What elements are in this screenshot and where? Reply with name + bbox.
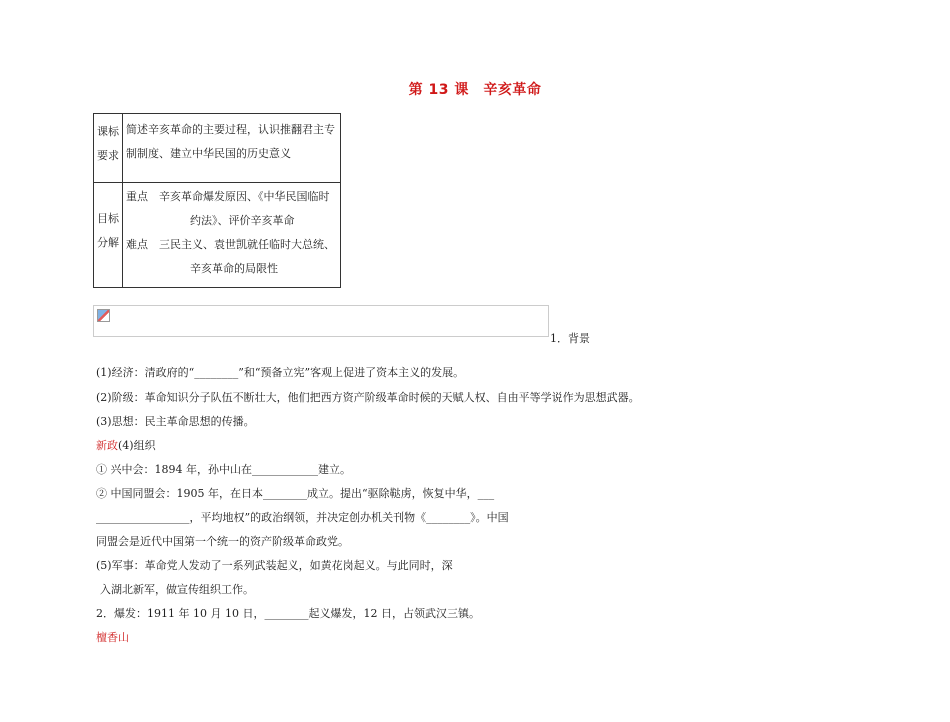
text-line: _________________，平均地权”的政治纲领，并决定创办机关刊物《________》。中国 bbox=[96, 511, 509, 524]
label-line: 要求 bbox=[97, 149, 119, 162]
text-line: (3)思想：民主革命思想的传播。 bbox=[96, 415, 255, 428]
text-line: (4)组织 bbox=[118, 439, 156, 452]
text-line: 2．爆发：1911 年 10 月 10 日，________起义爆发，12 日，占领武汉三镇。 bbox=[96, 607, 480, 620]
objectives-table bbox=[93, 113, 341, 288]
difficulty-line: 辛亥革命的局限性 bbox=[190, 262, 278, 275]
page-title: 第 13 课 辛亥革命 bbox=[408, 82, 542, 98]
text-line: 同盟会是近代中国第一个统一的资产阶级革命政党。 bbox=[96, 535, 349, 548]
row-content bbox=[126, 114, 336, 166]
difficulty-line: 难点 三民主义、袁世凯就任临时大总统、 bbox=[126, 238, 335, 251]
red-note: 檀香山 bbox=[96, 631, 129, 644]
row-content bbox=[126, 183, 336, 281]
image-placeholder bbox=[93, 305, 549, 337]
label-line: 分解 bbox=[97, 236, 119, 249]
section-heading: 1．背景 bbox=[550, 332, 590, 345]
text-line: (1)经济：清政府的“________”和“预备立宪”客观上促进了资本主义的发展。 bbox=[96, 366, 465, 379]
broken-image-icon bbox=[97, 309, 110, 322]
label-line: 目标 bbox=[97, 212, 119, 225]
focus-line: 重点 辛亥革命爆发原因、《中华民国临时 bbox=[126, 190, 330, 203]
row-label bbox=[94, 183, 123, 288]
text-line bbox=[96, 437, 156, 453]
text-line: (5)军事：革命党人发动了一系列武装起义，如黄花岗起义。与此同时，深 bbox=[96, 559, 453, 572]
focus-line: 约法》、评价辛亥革命 bbox=[190, 214, 295, 227]
content-line: 简述辛亥革命的主要过程，认识推翻君主专 bbox=[126, 123, 335, 136]
content-line: 制制度、建立中华民国的历史意义 bbox=[126, 147, 291, 160]
text-line: (2)阶级：革命知识分子队伍不断壮大，他们把西方资产阶级革命时候的天赋人权、自由平等学说作为思想武器。 bbox=[96, 391, 640, 404]
row-label bbox=[94, 114, 123, 182]
red-note: 新政 bbox=[96, 439, 118, 452]
text-line: ① 兴中会：1894 年，孙中山在____________建立。 bbox=[96, 463, 351, 476]
label-line: 课标 bbox=[97, 125, 119, 138]
table-row bbox=[94, 114, 340, 182]
text-line: ② 中国同盟会：1905 年，在日本________成立。提出“驱除鞑虏，恢复中华，___ bbox=[96, 487, 495, 500]
text-line: 入湖北新军，做宣传组织工作。 bbox=[100, 583, 254, 596]
table-row bbox=[94, 182, 340, 288]
